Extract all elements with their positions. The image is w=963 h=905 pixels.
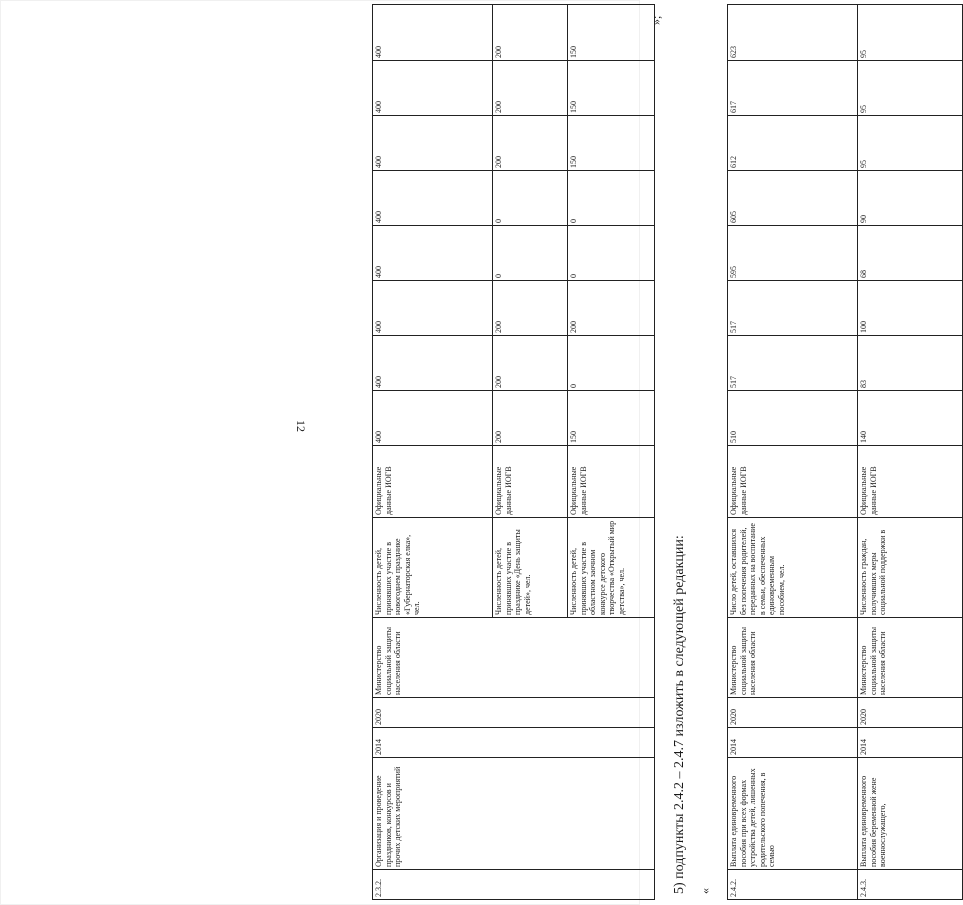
value-cell: 0 (568, 336, 655, 391)
indicator-cell: Число детей, оставшихся без попечения родителей, переданных на воспитание в семьи, обеспеченных единовременным пособием, чел. (728, 518, 858, 618)
indicator-cell: Численность детей, принявших участие в празднике «День защиты детей», чел. (493, 518, 568, 618)
value-cell: 400 (373, 391, 493, 446)
value-cell: 95 (858, 5, 963, 61)
value-cell: 400 (373, 171, 493, 226)
executor-cell: Министерство социальной защиты населения области (373, 618, 655, 698)
amendment-heading: 5) подпункты 2.4.2 – 2.4.7 изложить в следующей редакции: (672, 535, 687, 894)
value-cell: 400 (373, 116, 493, 171)
measure-cell: Выплата единовременного пособия беременной жене военнослужащего, (858, 758, 963, 870)
value-cell: 200 (493, 61, 568, 116)
row-number-cell: 2.3.2. (373, 870, 655, 900)
value-cell: 150 (568, 116, 655, 171)
value-cell: 595 (728, 226, 858, 281)
start-year-cell: 2014 (728, 728, 858, 758)
value-cell: 150 (568, 61, 655, 116)
start-year-cell: 2014 (858, 728, 963, 758)
page-number: 12 (294, 420, 308, 432)
value-cell: 150 (568, 5, 655, 61)
value-cell: 510 (728, 391, 858, 446)
end-year-cell: 2020 (858, 698, 963, 728)
source-cell: Официальные данные ИОГВ (493, 446, 568, 518)
opening-quote: « (698, 888, 712, 894)
value-cell: 90 (858, 171, 963, 226)
value-cell: 400 (373, 336, 493, 391)
value-cell: 400 (373, 226, 493, 281)
value-cell: 100 (858, 281, 963, 336)
executor-cell: Министерство социальной защиты населения области (858, 618, 963, 698)
value-cell: 517 (728, 336, 858, 391)
table-row (728, 5, 858, 900)
value-cell: 617 (728, 61, 858, 116)
value-cell: 140 (858, 391, 963, 446)
measures-table-top (372, 4, 655, 900)
table-row (858, 5, 963, 900)
value-cell: 200 (493, 391, 568, 446)
source-cell: Официальные данные ИОГВ (728, 446, 858, 518)
value-cell: 200 (493, 116, 568, 171)
value-cell: 400 (373, 281, 493, 336)
value-cell: 200 (568, 281, 655, 336)
value-cell: 0 (568, 171, 655, 226)
indicator-cell: Численность детей, принявших участие в новогоднем празднике «Губернаторская елка», чел. (373, 518, 493, 618)
source-cell: Официальные данные ИОГВ (858, 446, 963, 518)
value-cell: 400 (373, 61, 493, 116)
value-cell: 623 (728, 5, 858, 61)
end-year-cell: 2020 (728, 698, 858, 728)
value-cell: 200 (493, 336, 568, 391)
value-cell: 517 (728, 281, 858, 336)
value-cell: 0 (493, 171, 568, 226)
value-cell: 0 (568, 226, 655, 281)
measure-cell: Организация и проведение праздников, конкурсов и прочих детских мероприятий (373, 758, 655, 870)
row-number-cell: 2.4.2. (728, 870, 858, 900)
table-row (373, 5, 493, 900)
end-year-cell: 2020 (373, 698, 655, 728)
start-year-cell: 2014 (373, 728, 655, 758)
value-cell: 200 (493, 5, 568, 61)
value-cell: 95 (858, 61, 963, 116)
value-cell: 605 (728, 171, 858, 226)
closing-quote: »; (649, 15, 663, 25)
value-cell: 200 (493, 281, 568, 336)
value-cell: 95 (858, 116, 963, 171)
value-cell: 612 (728, 116, 858, 171)
value-cell: 400 (373, 5, 493, 61)
source-cell: Официальные данные ИОГВ (373, 446, 493, 518)
value-cell: 150 (568, 391, 655, 446)
indicator-cell: Численность граждан, получивших меры социальной поддержки в (858, 518, 963, 618)
value-cell: 0 (493, 226, 568, 281)
measure-cell: Выплата единовременного пособия при всех формах устройства детей, лишенных родительского попечения, в семью (728, 758, 858, 870)
executor-cell: Министерство социальной защиты населения области (728, 618, 858, 698)
row-number-cell: 2.4.3. (858, 870, 963, 900)
measures-table-bottom (727, 4, 963, 900)
value-cell: 83 (858, 336, 963, 391)
indicator-cell: Численность детей, принявших участие в областном заочном конкурсе детского творчества «Открытый мир детства», чел. (568, 518, 655, 618)
rotated-page-content (372, 5, 962, 900)
source-cell: Официальные данные ИОГВ (568, 446, 655, 518)
value-cell: 68 (858, 226, 963, 281)
